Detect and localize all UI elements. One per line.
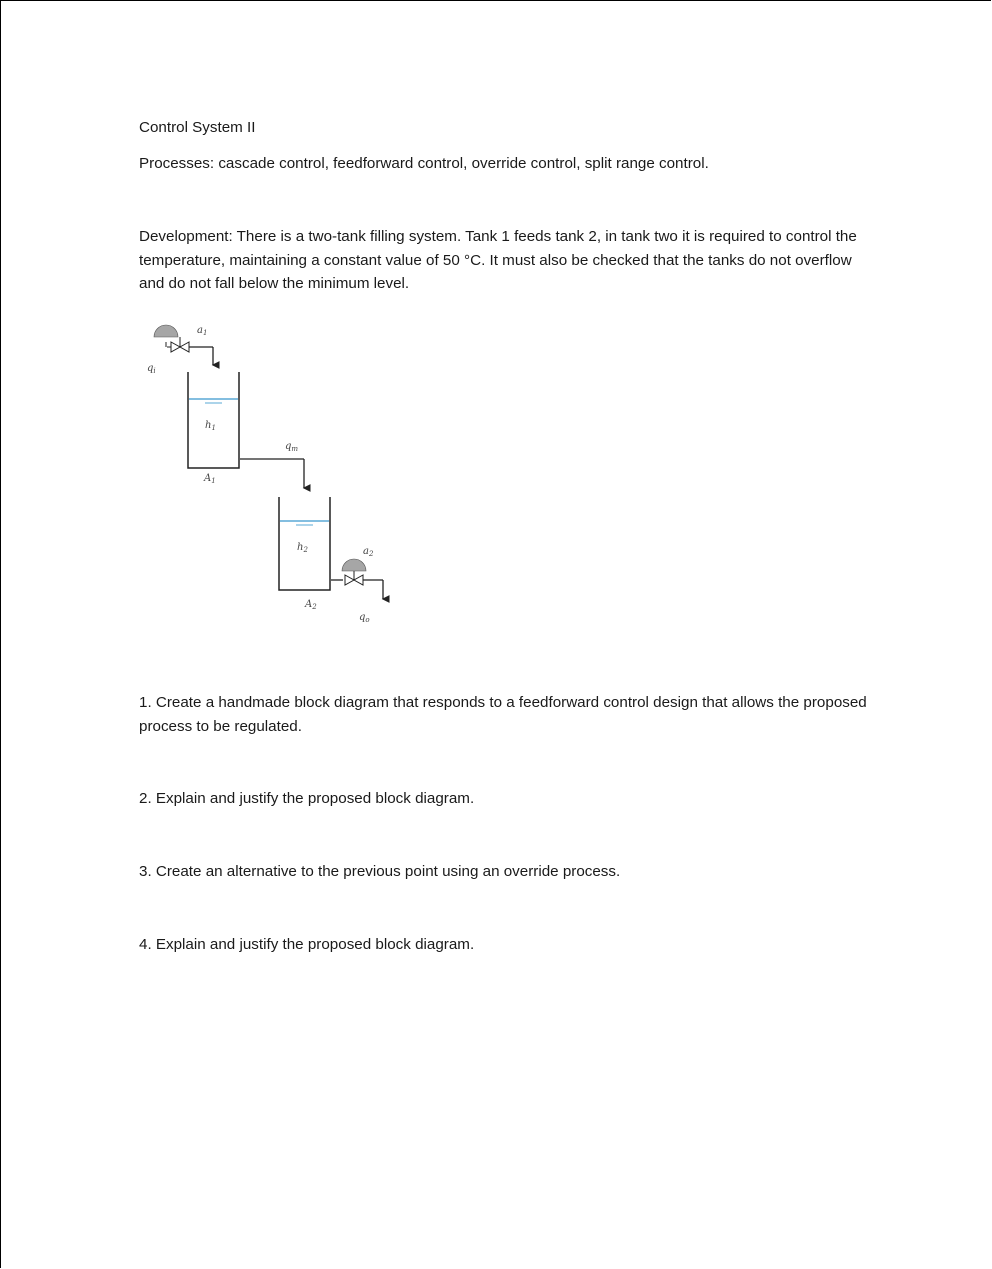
label-h1: $h_1$ (205, 420, 216, 432)
question-3: 3. Create an alternative to the previous point using an override process. (139, 863, 621, 880)
development-paragraph: Development: There is a two-tank filling system. Tank 1 feeds tank 2, in tank two it is required to control the temperature, maintaining a constant value of 50 °C. It must also be checked that the tanks do not overflow and do not fall below the minimum level. (139, 228, 857, 292)
two-tank-diagram (130, 315, 400, 635)
question-4: 4. Explain and justify the proposed block diagram. (139, 936, 475, 953)
label-qi: $q_i$ (147, 363, 156, 375)
outlet-valve-a2 (342, 559, 383, 599)
valve-body-icon (171, 342, 180, 352)
label-A2: $A_2$ (305, 599, 317, 611)
valve-body-icon (345, 575, 354, 585)
label-a2: $a_2$ (363, 546, 374, 558)
page-title: Control System II (139, 119, 256, 136)
label-a1: $a_1$ (197, 325, 208, 337)
question-1: 1. Create a handmade block diagram that responds to a feedforward control design that allows the proposed process to be regulated. (139, 694, 867, 735)
valve-actuator-icon (154, 325, 178, 337)
label-A1: $A_1$ (204, 473, 216, 485)
question-2: 2. Explain and justify the proposed block diagram. (139, 790, 475, 807)
label-qm: $q_m$ (285, 441, 299, 453)
tank-2 (279, 497, 343, 590)
valve-actuator-icon (342, 559, 366, 571)
label-qo: $q_o$ (359, 612, 370, 624)
label-h2: $h_2$ (297, 542, 308, 554)
processes-line: Processes: cascade control, feedforward control, override control, split range control. (139, 155, 709, 172)
